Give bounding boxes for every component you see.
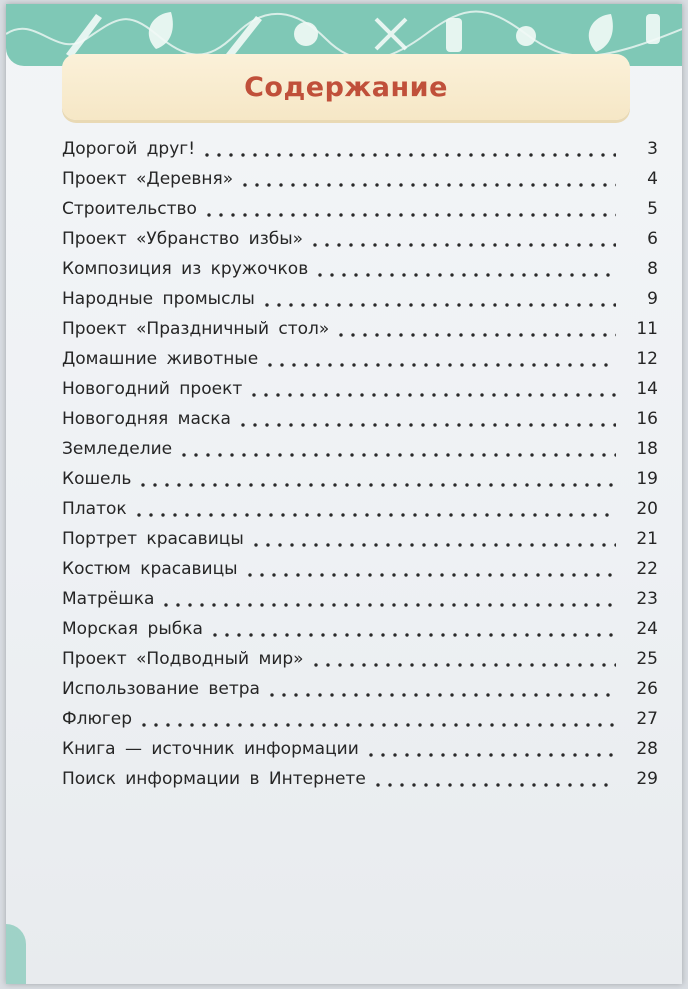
toc-entry-page: 22: [636, 559, 658, 579]
toc-entry-page: 23: [636, 589, 658, 609]
toc-entry-title: Платок: [62, 499, 127, 519]
dot-leader: [365, 753, 616, 757]
toc-entry[interactable]: [62, 430, 658, 460]
toc-entry-title: Проект «Подводный мир»: [62, 649, 304, 669]
dot-leader: [310, 663, 616, 667]
toc-entry[interactable]: [62, 220, 658, 250]
dot-leader: [133, 513, 616, 517]
toc-entry-page: 9: [647, 289, 658, 309]
page-title: Содержание: [244, 71, 448, 103]
dot-leader: [209, 633, 616, 637]
dot-leader: [261, 303, 616, 307]
toc-entry[interactable]: [62, 370, 658, 400]
toc-entry[interactable]: [62, 520, 658, 550]
dot-leader: [201, 153, 616, 157]
table-of-contents: [62, 130, 658, 790]
dot-leader: [138, 723, 616, 727]
toc-entry[interactable]: [62, 400, 658, 430]
toc-entry-title: Морская рыбка: [62, 619, 203, 639]
toc-entry[interactable]: [62, 610, 658, 640]
brush-icon: [226, 16, 262, 58]
toc-entry-page: 28: [636, 739, 658, 759]
title-tab: [62, 54, 630, 120]
scissors-icon: [376, 19, 406, 49]
toc-entry-page: 18: [636, 439, 658, 459]
toc-entry[interactable]: [62, 460, 658, 490]
toc-entry-title: Дорогой друг!: [62, 139, 196, 159]
toc-entry-page: 29: [636, 769, 658, 789]
toc-entry-page: 5: [647, 199, 658, 219]
toc-entry-page: 26: [636, 679, 658, 699]
dot-leader: [137, 483, 616, 487]
toc-entry[interactable]: [62, 190, 658, 220]
toc-entry-page: 6: [647, 229, 658, 249]
toc-entry-title: Проект «Праздничный стол»: [62, 319, 330, 339]
toc-entry-title: Матрёшка: [62, 589, 155, 609]
toc-entry-title: Поиск информации в Интернете: [62, 769, 366, 789]
toc-entry[interactable]: [62, 340, 658, 370]
toc-entry[interactable]: [62, 580, 658, 610]
toc-entry-title: Домашние животные: [62, 349, 259, 369]
toc-entry[interactable]: [62, 160, 658, 190]
cord-swirl-icon: [6, 12, 682, 60]
toc-entry[interactable]: [62, 130, 658, 160]
toc-entry-title: Кошель: [62, 469, 132, 489]
dot-leader: [266, 693, 616, 697]
toc-entry[interactable]: [62, 550, 658, 580]
dot-leader: [239, 183, 616, 187]
toc-entry-title: Использование ветра: [62, 679, 260, 699]
toc-entry-page: 24: [636, 619, 658, 639]
toc-entry[interactable]: [62, 640, 658, 670]
toc-entry[interactable]: [62, 760, 658, 790]
thread-spool-icon: [516, 26, 536, 46]
toc-entry-page: 20: [636, 499, 658, 519]
toc-entry-title: Портрет красавицы: [62, 529, 244, 549]
book-page: [6, 4, 682, 984]
toc-entry-title: Новогодний проект: [62, 379, 243, 399]
dot-leader: [203, 213, 616, 217]
toc-entry-title: Новогодняя маска: [62, 409, 231, 429]
dot-leader: [178, 453, 616, 457]
toc-entry[interactable]: [62, 250, 658, 280]
pencil-icon: [66, 14, 102, 58]
toc-entry[interactable]: [62, 700, 658, 730]
dot-leader: [314, 273, 616, 277]
toc-entry-page: 27: [636, 709, 658, 729]
toc-entry-page: 4: [647, 169, 658, 189]
dot-leader: [250, 543, 616, 547]
toc-entry-title: Книга — источник информации: [62, 739, 359, 759]
toc-entry-page: 14: [636, 379, 658, 399]
toc-entry-page: 3: [647, 139, 658, 159]
toc-entry-title: Проект «Деревня»: [62, 169, 234, 189]
dot-leader: [264, 363, 616, 367]
toc-entry[interactable]: [62, 730, 658, 760]
toc-entry[interactable]: [62, 310, 658, 340]
toc-entry-page: 12: [636, 349, 658, 369]
toc-entry-title: Земледелие: [62, 439, 173, 459]
dot-leader: [372, 783, 616, 787]
toc-entry[interactable]: [62, 670, 658, 700]
toc-entry-title: Строительство: [62, 199, 197, 219]
toc-entry-page: 16: [636, 409, 658, 429]
glue-bottle-icon: [446, 18, 462, 52]
toc-entry-page: 21: [636, 529, 658, 549]
toc-entry-title: Костюм красавицы: [62, 559, 238, 579]
toc-entry-page: 25: [636, 649, 658, 669]
dot-leader: [335, 333, 616, 337]
dot-leader: [160, 603, 616, 607]
dot-leader: [309, 243, 616, 247]
toc-entry-title: Проект «Убранство избы»: [62, 229, 304, 249]
decorative-corner: [6, 924, 26, 984]
toc-entry[interactable]: [62, 280, 658, 310]
toc-entry[interactable]: [62, 490, 658, 520]
glue-bottle-icon: [646, 14, 660, 44]
toc-entry-title: Композиция из кружочков: [62, 259, 309, 279]
toc-entry-page: 19: [636, 469, 658, 489]
dot-leader: [248, 393, 616, 397]
thread-spool-icon: [294, 22, 318, 46]
leaf-icon: [589, 14, 613, 52]
dot-leader: [244, 573, 616, 577]
toc-entry-page: 8: [647, 259, 658, 279]
dot-leader: [237, 423, 616, 427]
toc-entry-title: Флюгер: [62, 709, 132, 729]
toc-entry-title: Народные промыслы: [62, 289, 255, 309]
toc-entry-page: 11: [636, 319, 658, 339]
